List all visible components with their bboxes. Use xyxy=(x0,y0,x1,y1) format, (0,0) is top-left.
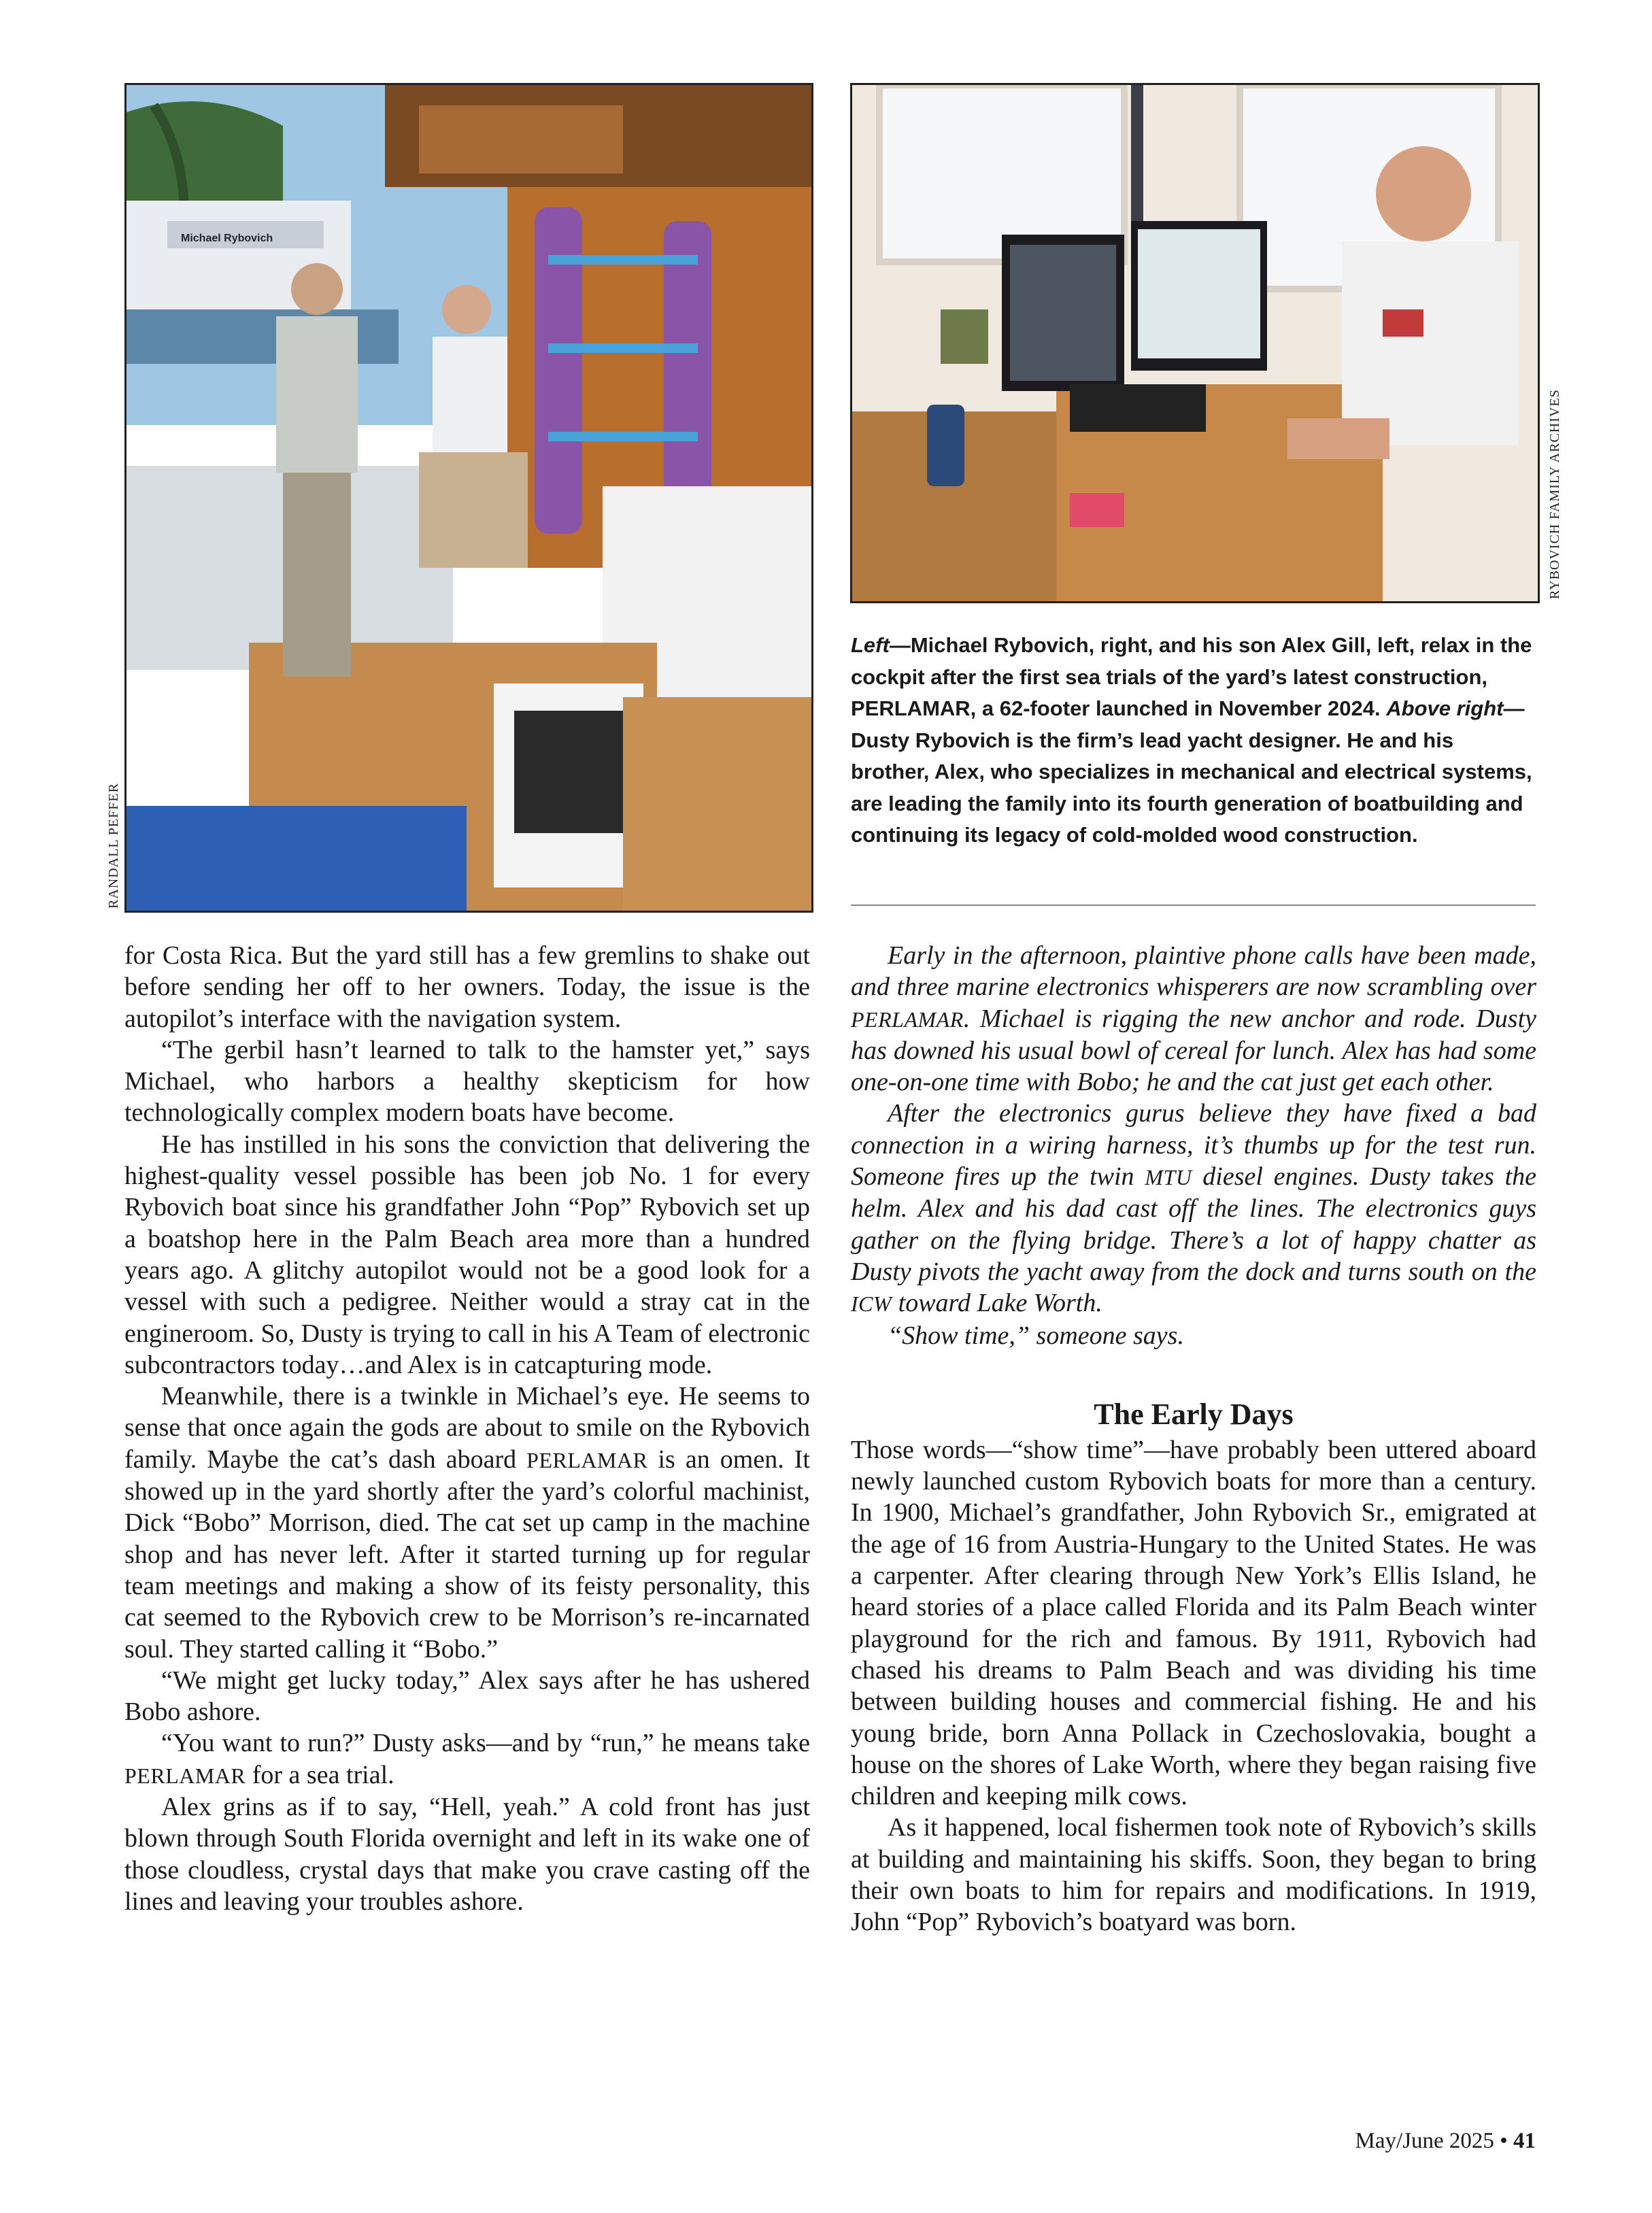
paragraph: Alex grins as if to say, “Hell, yeah.” A cold front has just blown through South Florida overnight and left in its wake one of those cloudless, crystal days that make you crave casting off the lines and leaving your troubles ashore. xyxy=(124,1793,810,1916)
paragraph-text: . Michael is rigging the new anchor and rode. Dusty has downed his usual bowl of cereal for lunch. Alex has had some one-on-one time with Bobo; he and the cat just get each other. xyxy=(851,1004,1536,1097)
paragraph xyxy=(851,940,1536,1098)
photo-cockpit xyxy=(124,83,813,913)
photo-cockpit-illustration xyxy=(127,85,811,911)
paragraph-text: diesel engines. Dusty takes the helm. Alex and his dad cast off the lines. The electronics guys gather on the flying bridge. There’s a lot of happy chatter as Dusty pivots the yacht away from the dock and turns south on the xyxy=(851,1162,1536,1286)
paragraph: “We might get lucky today,” Alex says after he has ushered Bobo ashore. xyxy=(124,1666,810,1727)
paragraph: He has instilled in his sons the conviction that delivering the highest-quality vessel possible has been job No. 1 for every Rybovich boat since his grandfather John “Pop” Rybovich set up a boatshop here in the Palm Beach area more than a hundred years ago. A glitchy autopilot would not be a good look for a vessel with such a pedigree. Neither would a stray cat in the engineroom. So, Dusty is trying to call in his A Team of electronic subcontractors today…and Alex is in catcapturing mode. xyxy=(124,1130,810,1379)
issue-date: May/June 2025 xyxy=(1355,2129,1494,2153)
paragraph-text: is an omen. It showed up in the yard shortly after the yard’s colorful machinist, Dick “Bobo” Morrison, died. The cat set up camp in the machine shop and has never left. After it started turning up for regular team meetings and making a show of its feisty personality, this cat seemed to the Rybovich crew to be Morrison’s re-incarnated soul. They started calling it “Bobo.” xyxy=(124,1445,810,1663)
paragraph-text: Early in the afternoon, plaintive phone calls have been made, and three marine electronics whisperers are now scrambling over xyxy=(851,941,1536,1002)
paragraph xyxy=(851,1098,1536,1319)
caption-divider xyxy=(851,905,1536,906)
paragraph: As it happened, local fishermen took note of Rybovich’s skills at building and maintaining his skiffs. Soon, they began to bring their own boats to him for repairs and modifications. In 1919, John “Pop” Rybovich’s boatyard was born. xyxy=(851,1813,1536,1937)
paragraph-text: toward Lake Worth. xyxy=(892,1289,1102,1318)
engine-brand: MTU xyxy=(1145,1165,1192,1190)
caption-left-text: —Michael Rybovich, right, and his son Alex Gill, left, relax in the cockpit after the first sea trials of the yard’s latest construction, PERLAMAR, a 62-footer launched in November 2024. xyxy=(851,633,1532,720)
paragraph: “The gerbil hasn’t learned to talk to the hamster yet,” says Michael, who harbors a healthy skepticism for how technologically complex modern boats have become. xyxy=(124,1035,810,1128)
caption-left-lead: Left xyxy=(851,633,890,657)
photo-designer-illustration xyxy=(852,85,1538,601)
boat-name: PERLAMAR xyxy=(124,1763,246,1788)
photo-credit-right: RYBOVICH FAMILY ARCHIVES xyxy=(1547,389,1562,599)
boatyard-sign: Michael Rybovich xyxy=(181,233,273,244)
paragraph xyxy=(124,1381,810,1665)
folio-bullet: • xyxy=(1500,2129,1508,2153)
paragraph: Those words—“show time”—have probably been uttered aboard newly launched custom Rybovich boats for more than a century. In 1900, Michael’s grandfather, John Rybovich Sr., emigrated at the age of 16 from Austria-Hungary to the United States. He was a carpenter. After clearing through New York’s Ellis Island, he heard stories of a place called Florida and its Palm Beach winter playground for the rich and famous. By 1911, Rybovich had chased his dreams to Palm Beach and was dividing his time between building houses and commercial fishing. He and his young bride, born Anna Pollack in Czechoslovakia, bought a house on the shores of Lake Worth, where they began raising five children and keeping milk cows. xyxy=(851,1435,1536,1811)
photo-designer-desk xyxy=(850,83,1540,603)
paragraph xyxy=(124,1727,810,1791)
paragraph: for Costa Rica. But the yard still has a few gremlins to shake out before sending her off to her owners. Today, the issue is the autopilot’s interface with the navigation system. xyxy=(124,941,810,1033)
page-number: 41 xyxy=(1513,2129,1536,2153)
paragraph: “Show time,” someone says. xyxy=(888,1321,1184,1350)
section-heading: The Early Days xyxy=(1094,1397,1294,1431)
caption-right-text: —Dusty Rybovich is the firm’s lead yacht designer. He and his brother, Alex, who specializes in mechanical and electrical systems, are leading the family into its fourth generation of boatbuilding and continuing its legacy of cold-molded wood construction. xyxy=(851,696,1532,847)
paragraph-text: “You want to run?” Dusty asks—and by “run,” he means take xyxy=(161,1729,810,1758)
article-column-left xyxy=(124,940,810,1917)
paragraph-text: After the electronics gurus believe they have fixed a bad connection in a wiring harness, it’s thumbs up for the test run. Someone fires up the twin xyxy=(851,1099,1536,1192)
paragraph-text: Meanwhile, there is a twinkle in Michael’s eye. He seems to sense that once again the gods are about to smile on the Rybovich family. Maybe the cat’s dash aboard xyxy=(124,1382,810,1474)
boat-name: PERLAMAR xyxy=(851,1007,964,1032)
photo-caption xyxy=(851,630,1538,851)
paragraph-text: for a sea trial. xyxy=(246,1760,394,1789)
photo-credit-left: RANDALL PEFFER xyxy=(106,783,121,909)
waterway-abbrev: ICW xyxy=(851,1291,892,1317)
italic-passage xyxy=(851,940,1536,1351)
boat-name: PERLAMAR xyxy=(526,1447,648,1472)
article-column-right xyxy=(851,940,1536,1938)
caption-right-lead: Above right xyxy=(1386,696,1504,720)
page-folio xyxy=(1355,2129,1536,2154)
